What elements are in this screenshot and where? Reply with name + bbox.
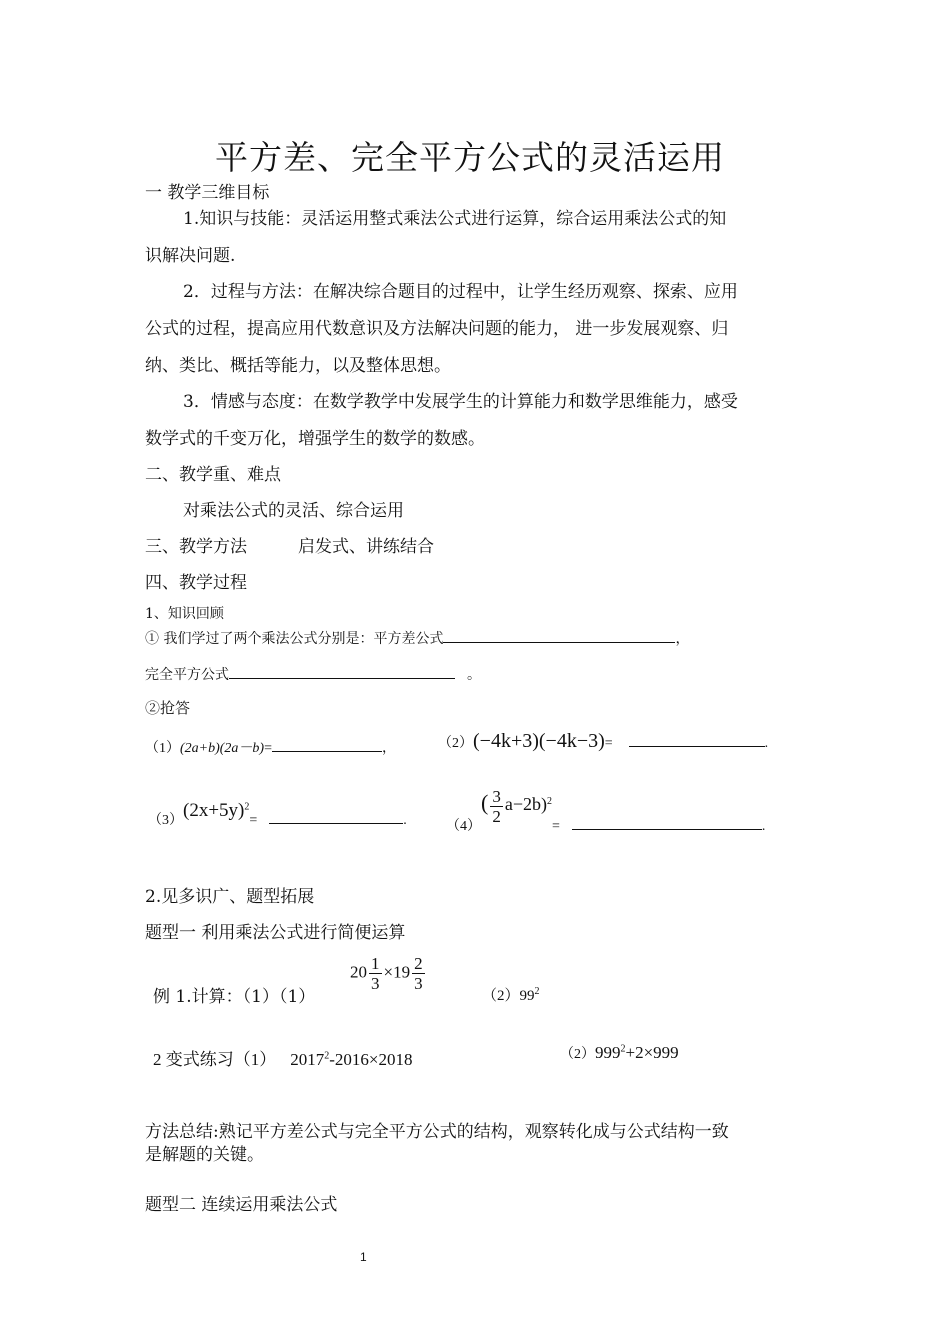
- item3-end: .: [403, 813, 407, 828]
- quick-item-1: [145, 737, 396, 757]
- ex1-times: ×19: [383, 962, 411, 982]
- quick-item-4: （4）( $\frac{3}{2}$ a−2b)$^2$= .: [446, 787, 766, 835]
- summary-line1: 方法总结:熟记平方差公式与完全平方公式的结构，观察转化成与公式结构一致: [145, 1122, 729, 1142]
- item1-end: ，: [382, 741, 397, 756]
- quick-item-2: [438, 730, 768, 753]
- variant2-base: 999: [595, 1043, 621, 1062]
- item4-exponent: 2: [546, 795, 552, 807]
- variant-label: 2 变式练习（1）: [153, 1050, 277, 1069]
- item1-equals: =: [264, 741, 273, 756]
- item4-answer-blank[interactable]: [572, 828, 762, 830]
- variant1-rest: -2016×2018: [329, 1050, 413, 1069]
- variant-practice: [153, 1045, 413, 1070]
- item1-expression: (2a+b)(2a－b): [180, 741, 265, 756]
- item4-label: （4）: [446, 819, 481, 835]
- variant2-rest: +2×999: [625, 1043, 679, 1062]
- review-q1-end: ，: [675, 631, 690, 647]
- answer-blank-perfect-square[interactable]: [229, 677, 455, 679]
- item1-label: （1）: [145, 741, 180, 756]
- section3-content: 启发式、讲练结合: [298, 537, 434, 557]
- example1-expression: [350, 955, 427, 992]
- goal1-line1: 1.知识与技能：灵活运用整式乘法公式进行运算，综合运用乘法公式的知: [183, 209, 727, 229]
- summary-line2: 是解题的关键。: [145, 1145, 264, 1165]
- variant2-exponent: 2: [620, 1043, 626, 1055]
- quick-answer-heading: ②抢答: [145, 699, 191, 717]
- example1-label: 例 1.计算：（1）（1）: [153, 987, 316, 1007]
- example1-part2: [482, 984, 540, 1005]
- section2-content: 对乘法公式的灵活、综合运用: [183, 501, 404, 521]
- item2-label: （2）: [438, 736, 473, 751]
- item4-expression: a−2b): [504, 794, 547, 815]
- goal3-line1: 3．情感与态度：在数学教学中发展学生的计算能力和数学思维能力，感受: [183, 392, 738, 412]
- review-q1: [145, 628, 689, 648]
- item2-end: .: [764, 736, 769, 751]
- review-heading: 1、知识回顾: [145, 606, 224, 622]
- item3-equals: =: [249, 813, 258, 828]
- type1-heading: 题型一 利用乘法公式进行简便运算: [145, 923, 406, 943]
- ex1-fraction-1: $\frac{1}{3}$: [371, 954, 380, 993]
- item3-label: （3）: [148, 813, 183, 828]
- variant2-label: （2）: [560, 1047, 595, 1062]
- item4-equals: =: [551, 819, 560, 835]
- review-q1-text: ① 我们学过了两个乘法公式分别是：平方差公式: [145, 631, 444, 647]
- goal2-line3: 纳、类比、概括等能力，以及整体思想。: [145, 356, 451, 376]
- item2-expression: (−4k+3)(−4k−3): [473, 730, 605, 752]
- variant-2: [560, 1043, 679, 1063]
- answer-blank-difference-of-squares[interactable]: [443, 641, 675, 643]
- ex2-label: （2）99: [482, 988, 535, 1004]
- item4-fraction: $\frac{3}{2}$: [492, 787, 501, 826]
- item4-end: .: [761, 819, 766, 835]
- ex1-whole: 20: [350, 962, 367, 982]
- review-q1-line2-text: 完全平方公式: [145, 667, 229, 683]
- item2-equals: =: [604, 736, 613, 751]
- goal3-line2: 数学式的千变万化，增强学生的数学的数感。: [145, 429, 485, 449]
- page-title: 平方差、完全平方公式的灵活运用: [215, 138, 725, 177]
- item2-answer-blank[interactable]: [629, 745, 765, 747]
- goal2-line2: 公式的过程，提高应用代数意识及方法解决问题的能力， 进一步发展观察、归: [145, 319, 729, 339]
- goal2-line1: 2．过程与方法：在解决综合题目的过程中，让学生经历观察、探索、应用: [183, 282, 738, 302]
- item3-answer-blank[interactable]: [269, 822, 403, 824]
- review-q1-line2-end: 。: [467, 667, 481, 683]
- section3-heading: 三、教学方法: [145, 537, 247, 557]
- goal1-line2: 识解决问题.: [145, 246, 236, 266]
- variant1-base: 2017: [290, 1050, 325, 1069]
- section1-heading: 一 教学三维目标: [145, 183, 270, 203]
- page-number: 1: [360, 1250, 367, 1264]
- item3-expression: (2x+5y): [183, 800, 245, 821]
- ex1-fraction-2: $\frac{2}{3}$: [414, 954, 423, 993]
- type2-heading: 题型二 连续运用乘法公式: [145, 1195, 338, 1215]
- item1-answer-blank[interactable]: [272, 750, 382, 752]
- review-q1-line2: [145, 664, 481, 684]
- example1: [153, 982, 315, 1007]
- section4-heading: 四、教学过程: [145, 573, 247, 593]
- variant1-exponent: 2: [324, 1050, 330, 1062]
- section2-heading: 二、教学重、难点: [145, 465, 281, 485]
- item3-exponent: 2: [244, 801, 250, 813]
- ex2-exponent: 2: [534, 986, 540, 997]
- quick-item-3: [148, 800, 407, 828]
- expand-heading: 2.见多识广、题型拓展: [145, 887, 315, 907]
